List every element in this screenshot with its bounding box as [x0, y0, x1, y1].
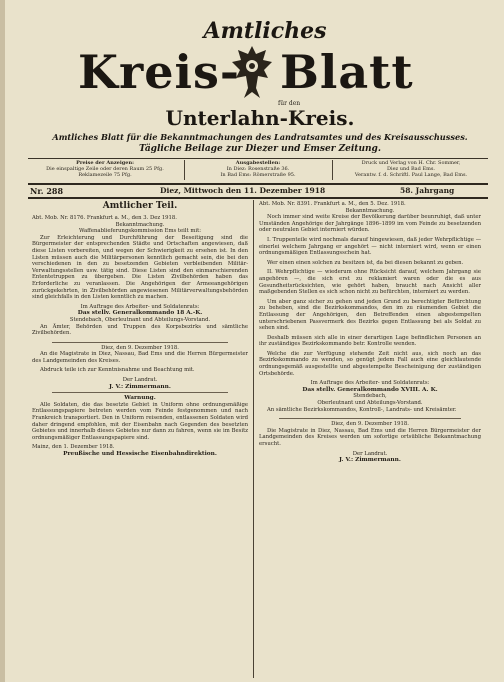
- text-paragraph: Stendebach, Oberleutnant und Abteilungs-Vorstand.: [69, 316, 211, 323]
- masthead-subtitle1: Amtliches Blatt für die Bekanntmachungen des Landratsamtes und des Kreisausschusses.: [52, 132, 468, 142]
- text-paragraph: Noch immer sind weite Kreise der Bevölkerung darüber beunruhigt, daß unter Umständen Angehörige der Jahrgänge 1896–1899 im vom Feinde zu besetzenden oder neutralen Gebiet interniert würden.: [259, 214, 481, 234]
- masthead-line1: Amtliches: [203, 18, 327, 44]
- masthead-subtitle2: Tägliche Beilage zur Diezer und Emser Zeitung.: [139, 144, 381, 154]
- issue-top-rule: [28, 183, 488, 185]
- signature-line: J. V.: Zimmermann.: [109, 383, 171, 390]
- info-divider: [332, 160, 333, 180]
- info-middle-line: In Diez: Rosenstraße 36.: [226, 166, 290, 172]
- info-right-line: Diez und Bad Ems.: [386, 166, 435, 172]
- masthead-title-left: Kreis-: [78, 45, 240, 99]
- text-paragraph: Abt. Mob. Nr. 8176. Frankfurt a. M., den 3. Dez 1918.: [32, 215, 177, 221]
- info-middle-line: In Bad Ems: Römerstraße 95.: [220, 172, 296, 178]
- text-paragraph: An Ämter, Behörden und Truppen des Korpsbezirks und sämtliche Zivilbehörden.: [32, 323, 248, 337]
- text-paragraph: Alle Soldaten, die das besetzte Gebiet in Uniform ohne ordnungsmäßige Entlassungspapiere betreten werden vom Feinde festgenommen und nach Frankreich transportiert. Den in Uniform reisenden, entlassenen Soldaten wird daher dringend empfohlen, mit der Eisenbahn nach Gegenden des besetzten Gebietes und innerhalb dieses Gebietes nur dann zu fahren, wenn sie im Besitz ordnungsmäßiger Entlassungspapiere sind.: [32, 401, 248, 441]
- info-top-rule: [28, 158, 488, 159]
- info-left-line: Reklamezeile 75 Pfg.: [78, 172, 132, 178]
- text-paragraph: Zur Erleichterung und Durchführung der Beseitigung sind die Bürgermeister der entsprechenden Städte und Ortschaften angewiesen, daß diese Listen vorbereiten, und wegen der Schwierigkeit zu ersehen ist. In den Listen müssen auch die Militärpersonen kenntlich gemacht sein, die bei den verschiedenen in den zu besetzenden Gebieten verbleibenden Militär-Verwaltungsstellen usw. tätig sind. Diese Listen sind den einmarschierenden Ententetruppen zu übergeben. Die Listen Zivilbehörden haben das Erforderliche zu veranlassen. Die Angehörigen der Armeeangehörigen zurückgekehrten, in Zivilbehörden angewiesenen Militärverwaltungsbehörden sind gleichfalls in den Listen kenntlich zu machen.: [32, 234, 248, 301]
- issue-date: Diez, Mittwoch den 11. Dezember 1918: [160, 186, 326, 195]
- text-paragraph: Im Auftrage des Arbeiter- und Soldatenrats:: [310, 380, 430, 387]
- column-divider: [253, 200, 254, 678]
- text-paragraph: Bekanntmachung.: [115, 221, 165, 228]
- section-rule: [52, 342, 228, 343]
- info-left-line: Preise der Anzeigen:: [76, 160, 134, 166]
- text-paragraph: Um aber ganz sicher zu gehen und jeden Grund zu berechtigter Befürchtung zu beheben, sind die Bezirkskommandos, den im zu räumenden Gebiet die Entlassung der Angehörigen, den Betreffenden einen abgestempelten unterschriebenen Passvermerk des Bezirks gegen Entlassung bei als Soldat zu sehen sind.: [259, 298, 481, 332]
- eagle-emblem-icon: [230, 42, 274, 104]
- text-paragraph: Abt. Mob. Nr. 8391. Frankfurt a. M., den 5. Dez. 1918.: [259, 201, 406, 207]
- text-paragraph: Mainz, den 1. Dezember 1918.: [32, 444, 115, 451]
- text-paragraph: Die Magistrate in Diez, Nassau, Bad Ems und die Herren Bürgermeister der Landgemeinden des Kreises werden um sofortige ortsübliche Bekanntmachung ersucht.: [259, 427, 481, 447]
- text-paragraph: Bekanntmachung.: [345, 207, 395, 214]
- signature-line: J. V.: Zimmermann.: [339, 457, 401, 464]
- text-paragraph: Deshalb müssen sich alle in einer derartigen Lage befindlichen Personen an ihr zuständiges Bezirkskommando betr. Kontrolle wenden.: [259, 334, 481, 348]
- info-middle-line: Ausgabestellen:: [235, 160, 281, 166]
- text-paragraph: An sämtliche Bezirkskommandos, Kontroll-, Landrats- und Kreisämter.: [267, 406, 457, 413]
- section-rule: [52, 392, 228, 393]
- text-paragraph: II. Wehrpflichtige — wiederum ohne Rücksicht darauf, welchem Jahrgang sie angehören —, die sich erst zu reklamiert waren oder die es aus Gesundheitsrücksichten, wie gehört haben, braucht nach Ansicht aller maßgebenden Stellen es sich schon nicht zu befürchten, interniert zu werden.: [259, 269, 481, 296]
- issue-number: Nr. 288: [30, 186, 64, 196]
- info-divider: [184, 160, 185, 180]
- info-right: [336, 160, 486, 178]
- signature-line: Preußische und Hessische Eisenbahndirektion.: [63, 451, 217, 457]
- issue-bottom-rule: [28, 197, 488, 199]
- signature-line: Das stellv. Generalkommando XVIII. A. K.: [302, 386, 438, 393]
- text-paragraph: Diez, den 9. Dezember 1918.: [101, 344, 179, 351]
- left-column: [32, 201, 248, 679]
- text-paragraph: An die Magistrate in Diez, Nassau, Bad Ems und die Herren Bürgermeister des Landgemeinden des Kreises.: [32, 351, 248, 364]
- text-paragraph: Diez, den 9. Dezember 1918.: [331, 421, 409, 428]
- text-paragraph: Der Landrat.: [352, 450, 388, 457]
- masthead-title-right: Blatt: [280, 45, 414, 99]
- masthead-fuer-den: für den: [278, 100, 301, 107]
- info-right-line: Druck und Verlag von H. Chr. Sommer,: [361, 160, 461, 166]
- text-paragraph: Stendebach,: [353, 393, 387, 400]
- text-paragraph: Waffenablieferungskommission Ems teilt mit:: [78, 228, 202, 235]
- section-heading: Amtlicher Teil.: [102, 201, 178, 211]
- text-paragraph: Welche die zur Verfügung stehende Zeit nicht aus, sich noch an das Bezirkskommando zu wenden, so genügt jedem Fall auch eine gleichlautende ordnungsgemäß ausgestellte und abgestempelte Bescheinigung der zuständigen Ortsbehörde.: [259, 350, 481, 377]
- text-paragraph: Im Auftrage des Arbeiter- und Soldatenrats:: [80, 303, 200, 310]
- text-paragraph: Abdruck teile ich zur Kenntnisnahme und Beachtung mit.: [40, 367, 195, 374]
- text-paragraph: I. Truppenteile wird nochmals darauf hingewiesen, daß jeder Wehrpflichtige — einerlei welchem Jahrgang er angehört — nicht interniert wird, wenn er einen ordnungsmäßigen Entlassungsschein hat.: [259, 236, 481, 257]
- masthead-region: Unterlahn-Kreis.: [165, 106, 355, 130]
- issue-year: 58. Jahrgang: [400, 186, 455, 195]
- signature-line: Warnung.: [124, 395, 156, 402]
- text-paragraph: Wer einen einen solchen zu besitzen ist, da bei diesen bekannt zu geben.: [267, 259, 464, 266]
- page-edge: [0, 0, 5, 682]
- section-rule: [279, 418, 461, 419]
- text-paragraph: Der Landrat.: [122, 377, 158, 384]
- info-left-line: Die einspaltige Zeile oder deren Raum 25 Pfg.: [46, 166, 164, 172]
- info-left: [30, 160, 180, 178]
- signature-line: Das stellv. Generalkommando 18 A.-K.: [77, 310, 203, 317]
- info-right-line: Verantw. f. d. Schriftl. Paul Lange, Bad Ems.: [354, 172, 468, 178]
- text-paragraph: Oberleutnant und Abteilungs-Vorstand.: [317, 400, 423, 407]
- info-middle: [188, 160, 328, 178]
- right-column: [259, 201, 481, 679]
